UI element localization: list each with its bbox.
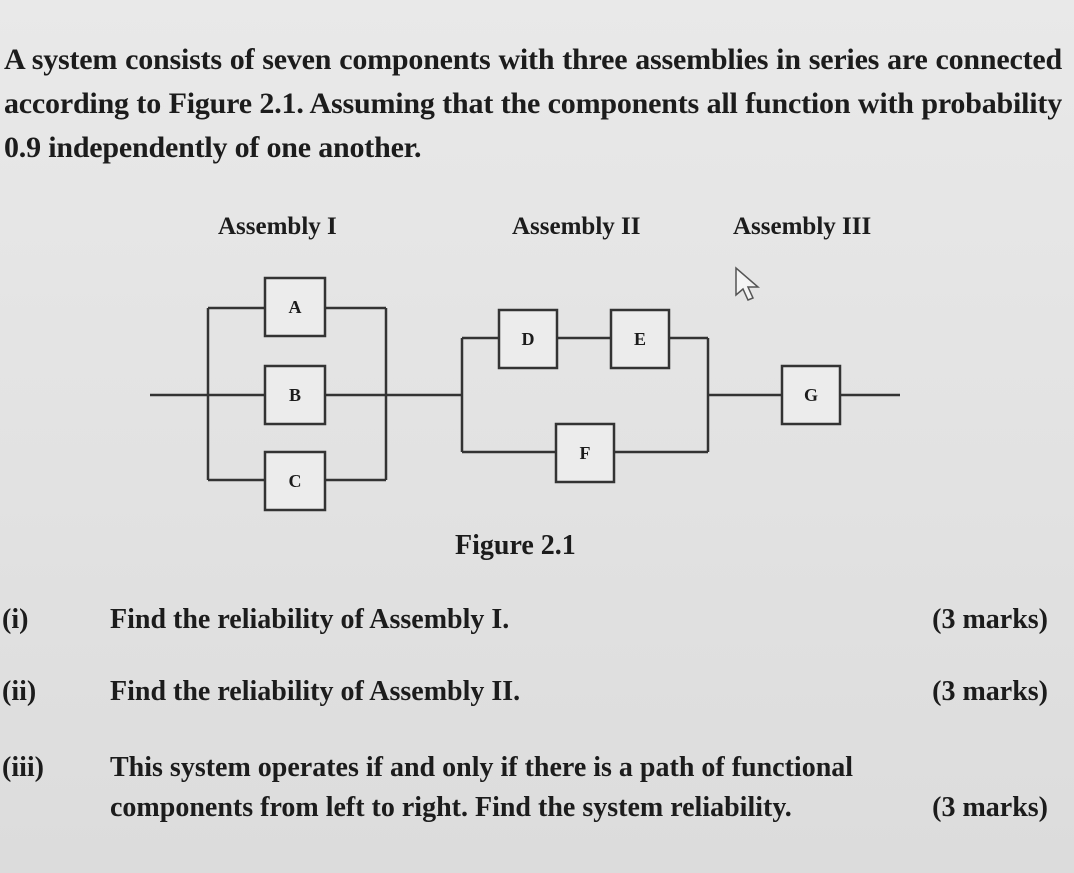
component-e-label: E bbox=[633, 329, 647, 349]
assembly-1-label: Assembly I bbox=[218, 213, 337, 240]
question-iii bbox=[0, 752, 1074, 842]
question-text-line-2: components from left to right. Find the system reliability. bbox=[110, 792, 792, 823]
component-a-label: A bbox=[288, 297, 302, 317]
figure-caption: Figure 2.1 bbox=[455, 530, 576, 561]
component-g-label: G bbox=[803, 385, 819, 405]
assembly-2-label: Assembly II bbox=[512, 213, 641, 240]
figure-2-1-diagram bbox=[0, 200, 1074, 565]
question-marks: (3 marks) bbox=[932, 676, 1048, 707]
assembly-3-label: Assembly III bbox=[733, 213, 872, 240]
problem-statement: A system consists of seven components with three assemblies in series are connected according to Figure 2.1. Assuming that the components all function with probability 0.9 independently of one another. bbox=[4, 43, 1062, 164]
question-number: (i) bbox=[2, 604, 29, 635]
question-text: Find the reliability of Assembly II. bbox=[110, 676, 521, 707]
question-text-line-1: This system operates if and only if there is a path of functional bbox=[110, 752, 854, 783]
mouse-cursor-icon bbox=[736, 268, 758, 300]
question-marks: (3 marks) bbox=[932, 792, 1048, 823]
question-text: Find the reliability of Assembly I. bbox=[110, 604, 510, 635]
component-b-label: B bbox=[288, 385, 302, 405]
question-number: (ii) bbox=[2, 676, 37, 707]
component-f-label: F bbox=[579, 443, 591, 463]
question-marks: (3 marks) bbox=[932, 604, 1048, 635]
component-d-label: D bbox=[521, 329, 535, 349]
question-number: (iii) bbox=[2, 752, 44, 783]
component-c-label: C bbox=[288, 471, 302, 491]
